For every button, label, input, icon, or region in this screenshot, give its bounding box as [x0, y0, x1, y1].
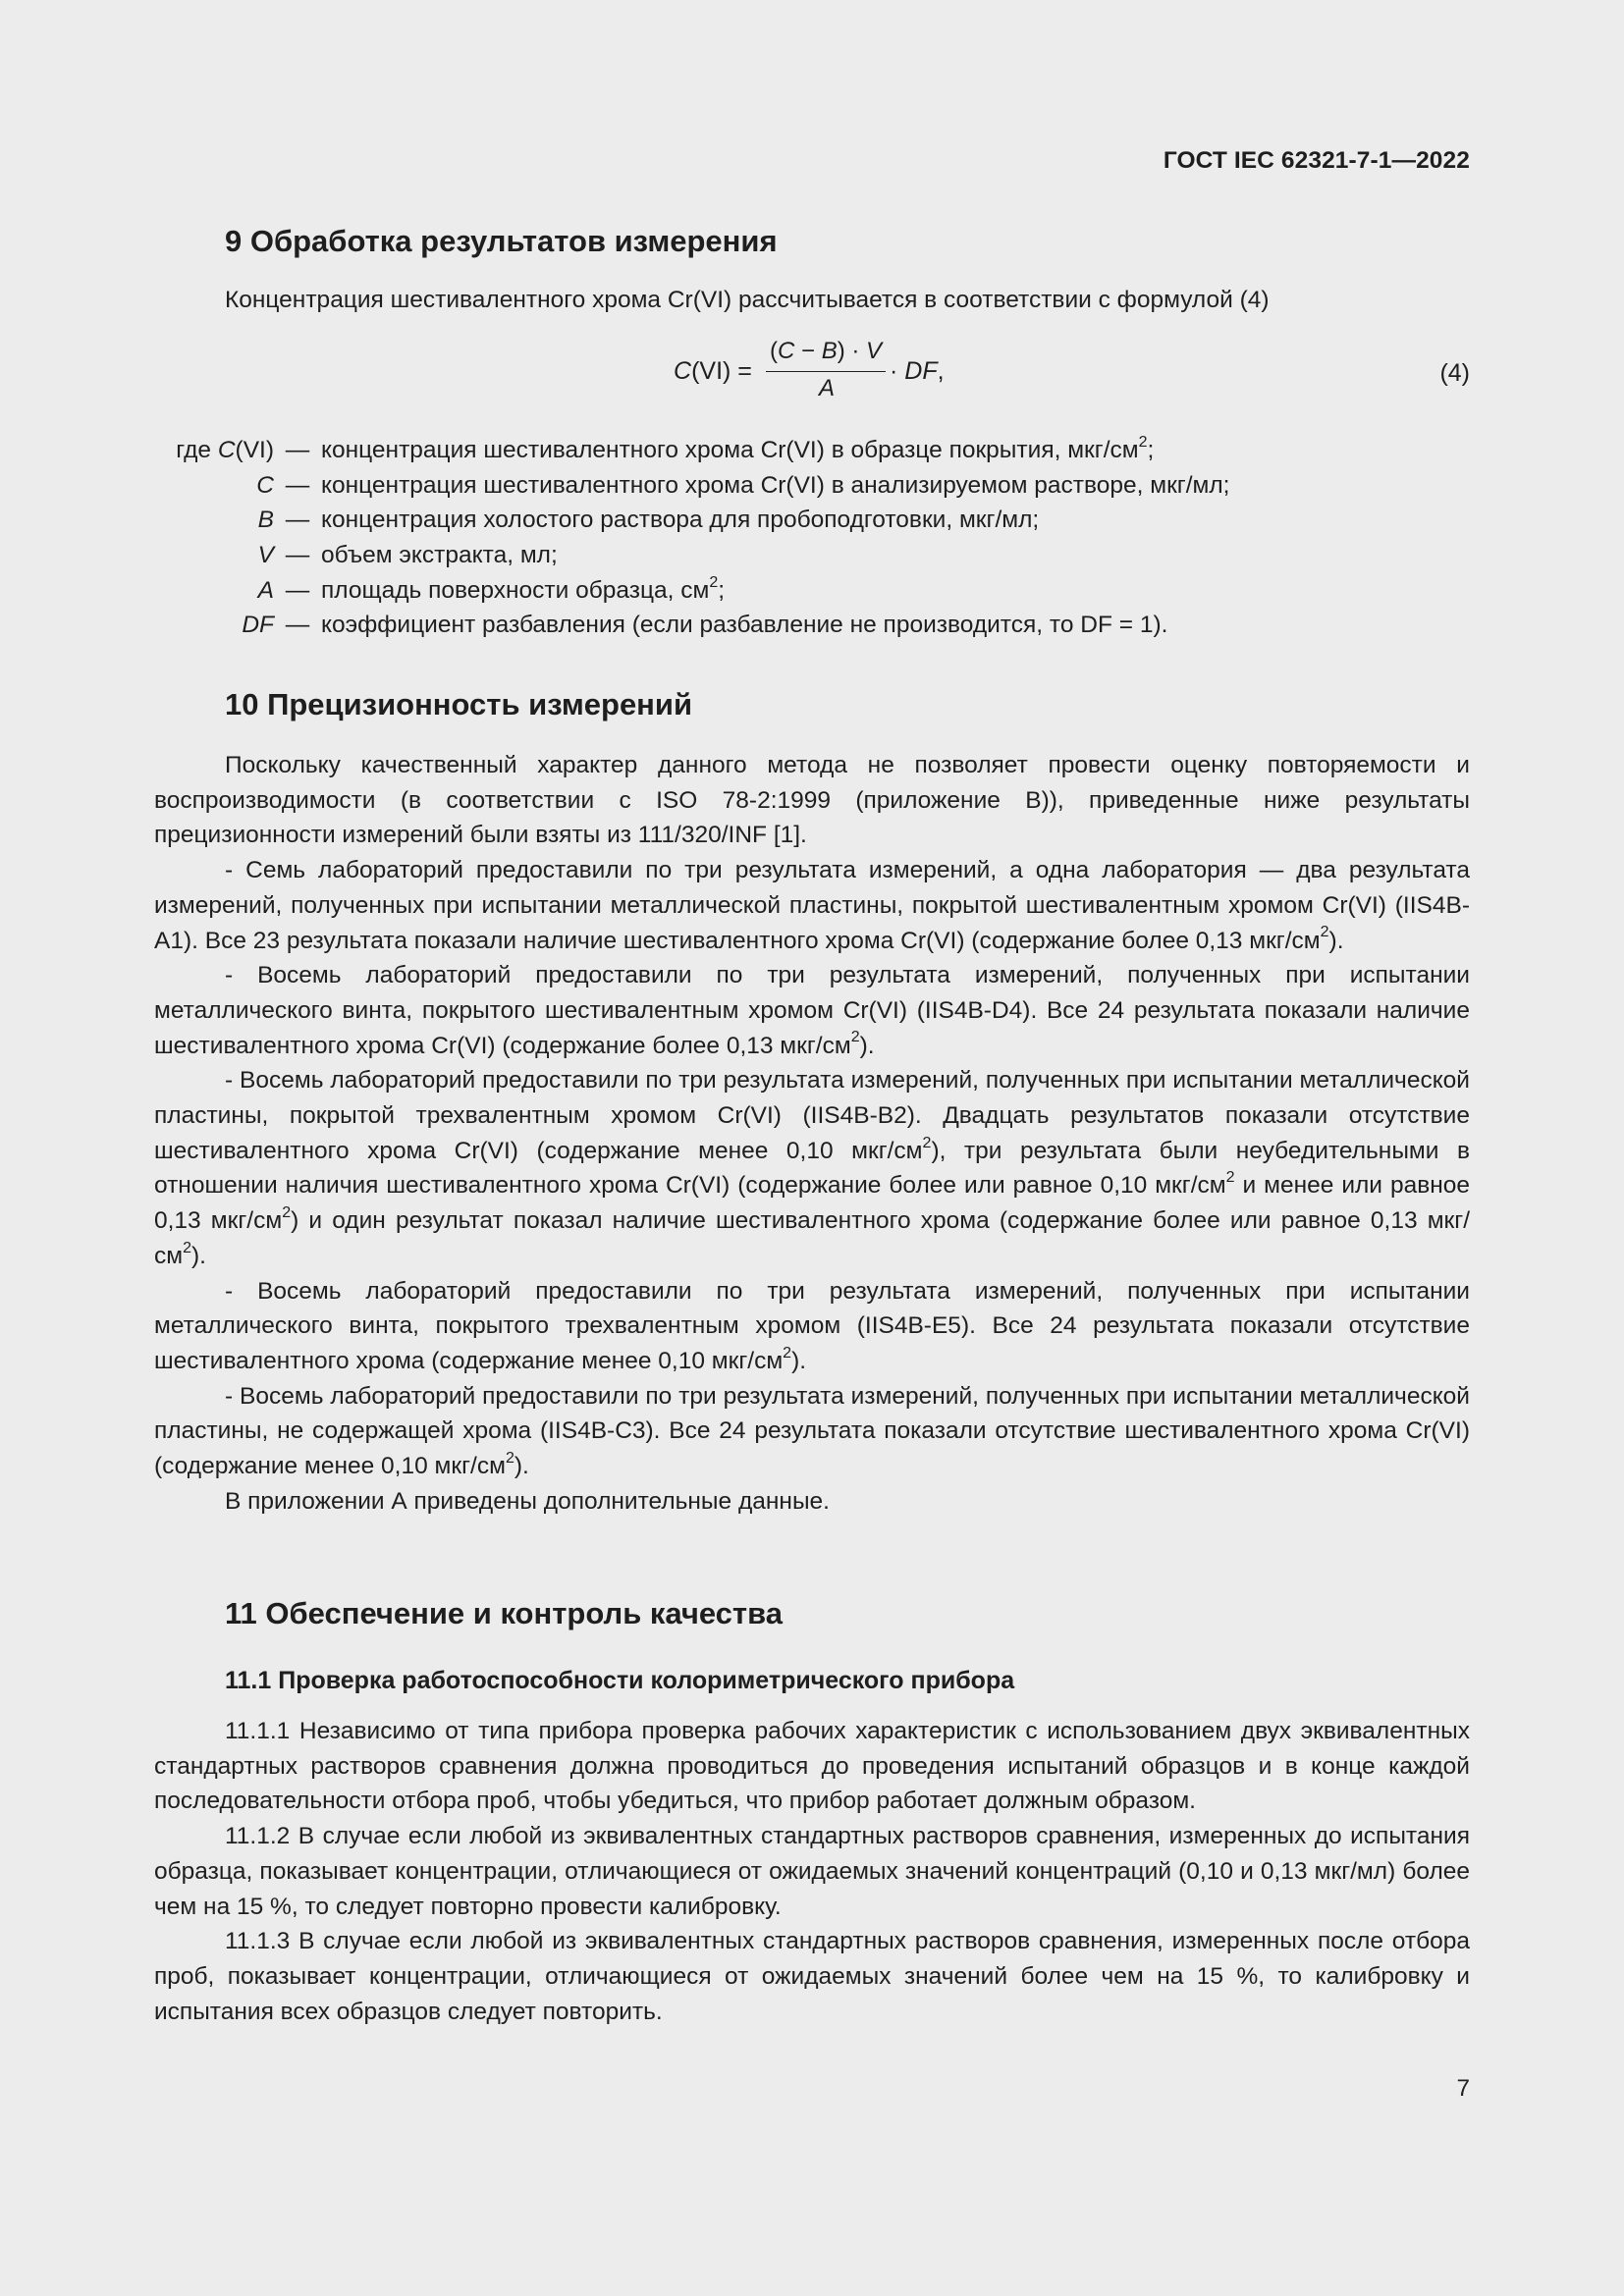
- formula-number: (4): [1439, 359, 1470, 387]
- paragraph: - Восемь лабораторий предоставили по три результата измерений, полученных при испытании металлической пластины, покрытой трехвалентным хромом Cr(VI) (IIS4B-B2). Двадцать результатов показали отсутствие шестивалентного хрома Cr(VI) (содержание менее 0,10 мкг/$см^2$), три результата были неубедительными в отношении наличия шестивалентного хрома Cr(VI) (содержание более или равное 0,10 мкг/$см^2$ и менее или равное 0,13 мкг/$см^2$) и один результат показал наличие шестивалентного хрома (содержание более или равное 0,13 мкг/$см^2$).: [154, 1067, 1471, 1269]
- document-code: ГОСТ IEC 62321-7-1—2022: [1163, 147, 1470, 174]
- legend-symbol: A: [257, 576, 274, 604]
- legend-dash: —: [285, 437, 310, 463]
- paragraph: В приложении А приведены дополнительные данные.: [225, 1487, 830, 1515]
- legend-description: коэффициент разбавления (если разбавление не производится, то DF = 1).: [321, 612, 1168, 639]
- formula-denominator: A: [819, 375, 836, 401]
- legend-row: [154, 468, 1229, 504]
- section-11-body: [154, 1714, 1470, 2029]
- legend-symbol: где C(VI): [176, 437, 274, 463]
- legend-description: концентрация холостого раствора для пробоподготовки, мкг/мл;: [321, 507, 1040, 534]
- legend-dash: —: [285, 612, 310, 639]
- section-9-heading: 9 Обработка результатов измерения: [225, 224, 778, 258]
- formula-rhs: · DF,: [890, 357, 945, 385]
- paragraph: - Восемь лабораторий предоставили по три результата измерений, полученных при испытании металлического винта, покрытого трехвалентным хромом (IIS4B-E5). Все 24 результата показали отсутствие шестивалентного хрома (содержание менее 0,10 мкг/$см^2$).: [154, 1277, 1470, 1374]
- legend-symbol: B: [257, 507, 274, 534]
- section-11-heading: 11 Обеспечение и контроль качества: [225, 1596, 783, 1630]
- legend-row: [154, 608, 1229, 643]
- legend-dash: —: [285, 576, 310, 604]
- formula-intro: Концентрация шестивалентного хрома Cr(VI) рассчитывается в соответствии с формулой (4): [225, 287, 1270, 313]
- section-10-heading: 10 Прецизионность измерений: [225, 687, 693, 721]
- legend-symbol: DF: [242, 612, 274, 639]
- formula-numerator: (C − B) · V: [770, 338, 883, 364]
- legend-description: концентрация шестивалентного хрома Cr(VI) в образце покрытия, мкг/$см^2$;: [321, 433, 1155, 463]
- legend-symbol: V: [257, 542, 274, 569]
- formula-lhs: C(VI) =: [674, 357, 752, 385]
- legend-description: объем экстракта, мл;: [321, 542, 558, 569]
- paragraph: - Восемь лабораторий предоставили по три результата измерений, полученных при испытании металлического винта, покрытого шестивалентным хромом Cr(VI) (IIS4B-D4). Все 24 результата показали наличие шестивалентного хрома Cr(VI) (содержание более 0,13 мкг/$см^2$).: [154, 962, 1470, 1059]
- legend-description: площадь поверхности образца, $см^2$;: [321, 573, 726, 604]
- paragraph: Поскольку качественный характер данного метода не позволяет провести оценку повторяемости и воспроизводимости (в соответствии с ISO 78-2:1999 (приложение В)), приведенные ниже результаты прецизионности измерений были взяты из 111/320/INF [1].: [154, 752, 1470, 849]
- paragraph: 11.1.2 В случае если любой из эквивалентных стандартных растворов сравнения, измеренных до испытания образца, показывает концентрации, отличающиеся от ожидаемых значений концентраций (0,10 и 0,13 мкг/мл) более чем на 15 %, то следует повторно провести калибровку.: [154, 1823, 1470, 1920]
- symbol-legend: [154, 433, 1229, 643]
- legend-row: [154, 433, 1229, 468]
- legend-dash: —: [285, 507, 310, 534]
- paragraph: 11.1.1 Независимо от типа прибора проверка рабочих характеристик с использованием двух эквивалентных стандартных растворов сравнения должна проводиться до проведения испытаний образцов и в конце каждой последовательности отбора проб, чтобы убедиться, что прибор работает должным образом.: [154, 1718, 1470, 1815]
- subsection-11-1-heading: 11.1 Проверка работоспособности колориметрического прибора: [225, 1667, 1015, 1694]
- legend-row: [154, 503, 1229, 538]
- formula-4: [674, 334, 1066, 412]
- page-number: 7: [1456, 2075, 1470, 2102]
- legend-row: [154, 573, 1229, 609]
- paragraph: 11.1.3 В случае если любой из эквивалентных стандартных растворов сравнения, измеренных после отбора проб, показывает концентрации, отличающиеся от ожидаемых значений более чем на 15 %, то калибровку и испытания всех образцов следует повторить.: [154, 1928, 1470, 2025]
- legend-row: [154, 538, 1229, 573]
- paragraph: - Восемь лабораторий предоставили по три результата измерений, полученных при испытании металлической пластины, не содержащей хрома (IIS4B-C3). Все 24 результата показали отсутствие шестивалентного хрома Cr(VI) (содержание менее 0,10 мкг/$см^2$).: [154, 1382, 1470, 1480]
- legend-symbol: C: [256, 471, 274, 499]
- paragraph: - Семь лабораторий предоставили по три результата измерений, а одна лаборатория — два результата измерений, полученных при испытании металлической пластины, покрытой шестивалентным хромом Cr(VI) (IIS4B-A1). Все 23 результата показали наличие шестивалентного хрома Cr(VI) (содержание более 0,13 мкг/$см^2$).: [154, 857, 1470, 954]
- legend-dash: —: [285, 471, 310, 499]
- fraction-bar: [766, 371, 886, 372]
- legend-dash: —: [285, 542, 310, 569]
- section-10-body: [154, 748, 1470, 1519]
- legend-description: концентрация шестивалентного хрома Cr(VI) в анализируемом растворе, мкг/мл;: [321, 471, 1230, 499]
